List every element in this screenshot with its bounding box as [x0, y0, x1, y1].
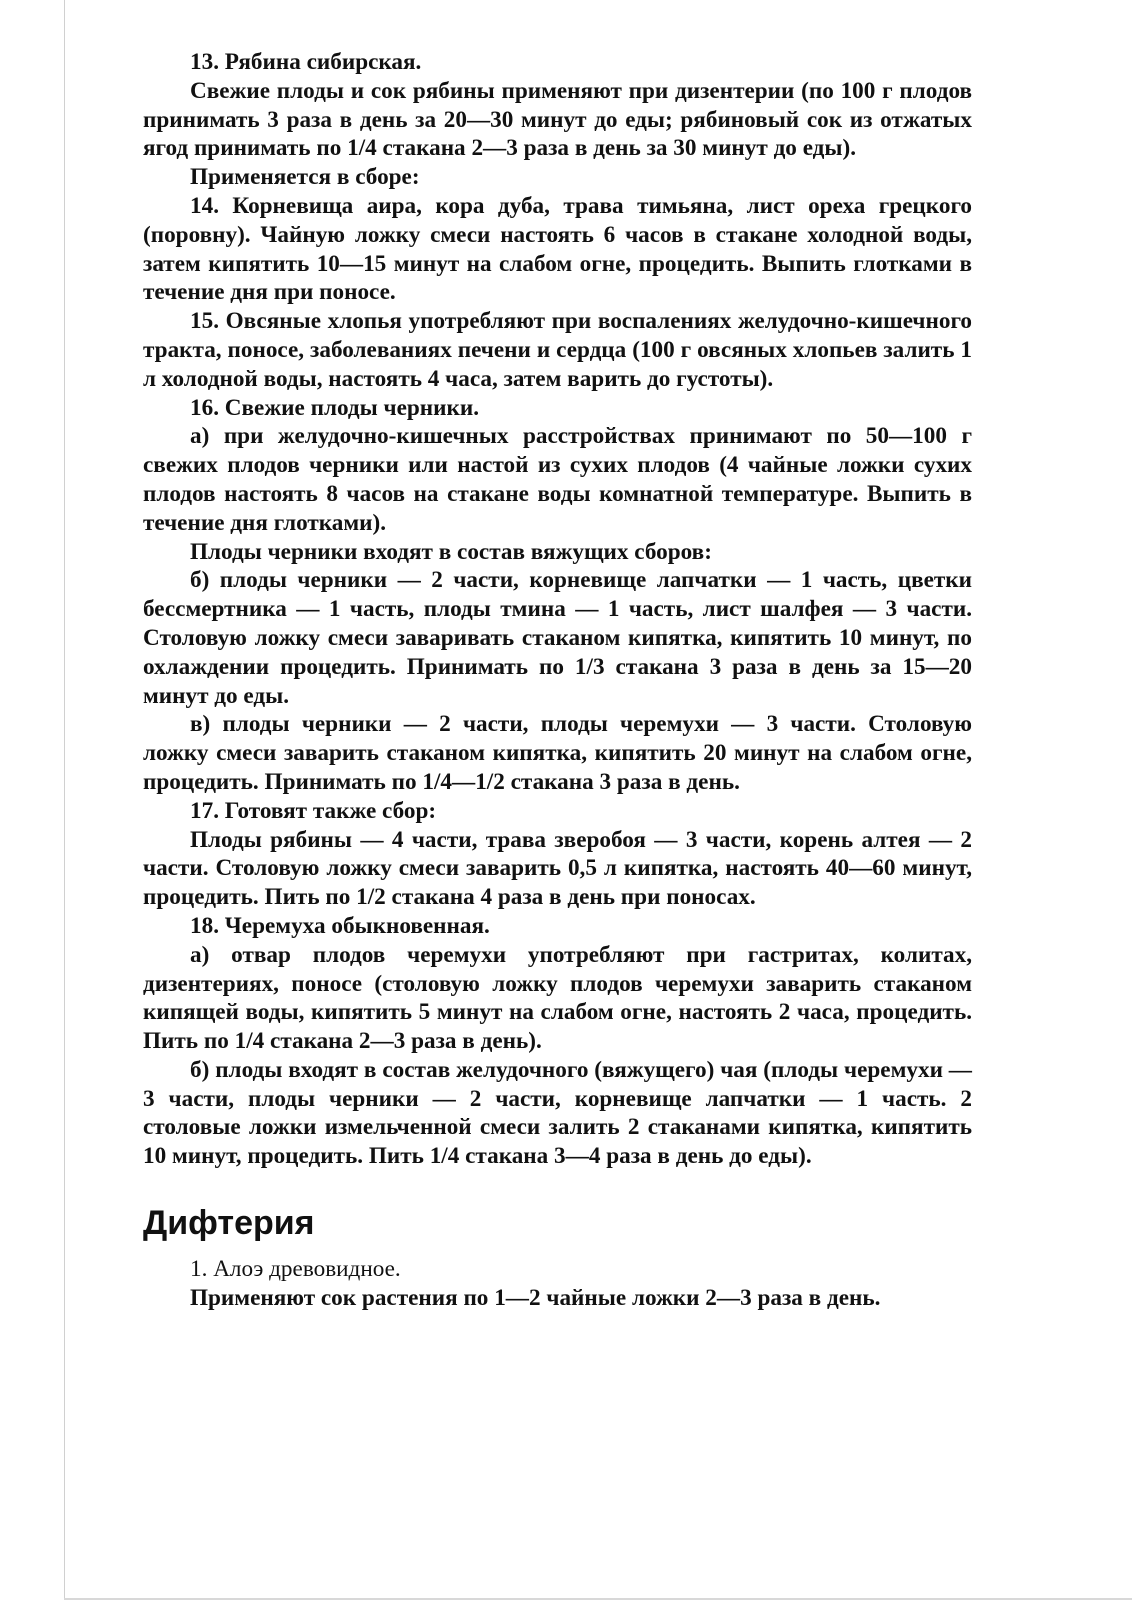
page-left-border	[64, 0, 65, 1600]
paragraph-item-16b: б) плоды черники — 2 части, корневище лапчатки — 1 часть, цветки бессмертника — 1 часть, плоды тмина — 1 часть, лист шалфея — 3 части. Столовую ложку смеси заваривать стаканом кипятка, кипятить 10 минут, по охлаждении процедить. Принимать по 1/3 стакана 3 раза в день за 15—20 минут до еды.	[143, 567, 972, 709]
paragraph: Плоды черники входят в состав вяжущих сборов:	[190, 538, 712, 565]
paragraph-item-17: Плоды рябины — 4 части, трава зверобоя — 3 части, корень алтея — 2 части. Столовую ложку смеси заварить 0,5 л кипятка, настоять 40—60 минут, процедить. Пить по 1/2 стакана 4 раза в день при поносах.	[143, 826, 972, 911]
paragraph-item-18b: б) плоды входят в состав желудочного (вяжущего) чая (плоды черемухи — 3 части, плоды черники — 2 части, корневище лапчатки — 1 часть. 2 столовые ложки измельченной смеси залить 2 стаканами кипятка, кипятить 10 минут, процедить. Пить 1/4 стакана 3—4 раза в день до еды).	[143, 1056, 972, 1170]
paragraph-item-13-title: 13. Рябина сибирская.	[190, 49, 422, 75]
paragraph-item-16a: а) при желудочно-кишечных расстройствах принимают по 50—100 г свежих плодов черники или настой из сухих плодов (4 чайные ложки сухих плодов настоять 8 часов на стакане воды комнатной температуре. Выпить в течение дня глотками).	[143, 423, 972, 536]
paragraph-item-16v: в) плоды черники — 2 части, плоды черемухи — 3 части. Столовую ложку смеси заварить стаканом кипятка, кипятить 20 минут на слабом огне, процедить. Принимать по 1/4—1/2 стакана 3 раза в день.	[143, 711, 972, 795]
paragraph: Применяется в сборе:	[190, 164, 420, 191]
paragraph-item-14: 14. Корневища аира, кора дуба, трава тимьяна, лист ореха грецкого (поровну). Чайную ложку смеси настоять 6 часов в стакане холодной воды, затем кипятить 10—15 минут на слабом огне, процедить. Выпить глотками в течение дня при поносе.	[143, 192, 972, 306]
document-page	[143, 48, 972, 1313]
paragraph: Применяют сок растения по 1—2 чайные ложки 2—3 раза в день.	[190, 1284, 881, 1311]
paragraph-item-17-title: 17. Готовят также сбор:	[190, 797, 437, 824]
paragraph-item-15: 15. Овсяные хлопья употребляют при воспалениях желудочно-кишечного тракта, поносе, заболеваниях печени и сердца (100 г овсяных хлопьев залить 1 л холодной воды, настоять 4 часа, затем варить до густоты).	[143, 308, 972, 392]
paragraph-item-18-title: 18. Черемуха обыкновенная.	[190, 912, 490, 939]
paragraph: Свежие плоды и сок рябины применяют при дизентерии (по 100 г плодов принимать 3 раза в день за 20—30 минут до еды; рябиновый сок из отжатых ягод принимать по 1/4 стакана 2—3 раза в день за 30 минут до еды).	[143, 77, 972, 162]
paragraph-item-18a: а) отвар плодов черемухи употребляют при гастритах, колитах, дизентериях, поносе (столовую ложку плодов черемухи заварить стаканом кипящей воды, кипятить 5 минут на слабом огне, настоять 2 часа, процедить. Пить по 1/4 стакана 2—3 раза в день).	[143, 941, 972, 1055]
paragraph-item-16-title: 16. Свежие плоды черники.	[190, 394, 480, 421]
section-heading: Дифтерия	[143, 1204, 315, 1243]
paragraph-item-1-title: 1. Алоэ древовидное.	[190, 1256, 401, 1283]
